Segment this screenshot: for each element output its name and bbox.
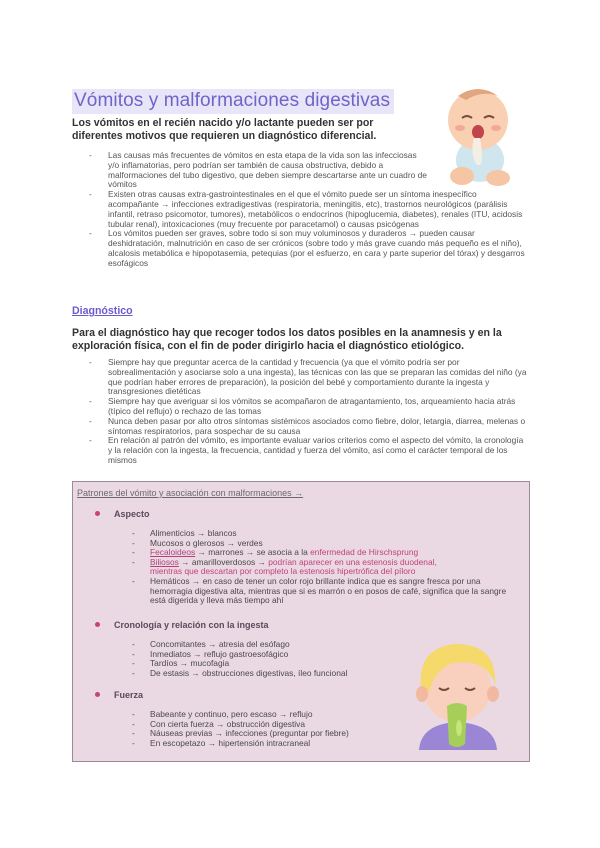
dash-icon: - [132,667,135,678]
aspecto-list [132,528,520,606]
baby-mouth [472,125,484,139]
section-heading: Cronología y relación con la ingesta [114,620,269,630]
list-item-text: Los vómitos pueden ser graves, sobre todo si son muy voluminosos y duraderos → pueden causar deshidratación, malnutrición en caso de ser crónicos (sobre todo y más grave cuando más pequeño es el niño), alcalosis metabólica e hipopotasemia, petequias (por el esfuerzo, en cara y parte superior del tórax) y desgarros esofágicos [108,228,525,268]
dash-icon: - [132,658,135,669]
list-item-text: Concomitantes → atresia del esófago [150,639,290,649]
page-title: Vómitos y malformaciones digestivas [72,89,394,114]
list-item-text: Mucosos o glerosos → verdes [150,537,263,548]
list-item [132,556,520,577]
dash-icon: - [132,709,135,719]
list-item [89,228,528,268]
bullet-icon [95,622,100,627]
list-item-text: Babeante y continuo, pero escaso → reflujo [150,709,313,719]
section-heading: Aspecto [114,509,150,519]
dash-icon: - [132,575,135,586]
dash-icon: - [89,150,92,160]
dash-icon: - [132,528,135,538]
bullet-icon [95,511,100,516]
dash-icon: - [132,728,135,739]
list-item [89,396,528,417]
list-item [132,575,520,606]
list-item-text: En escopetazo → hipertensión intracraneal [150,737,311,748]
dash-icon: - [89,228,92,239]
list-item-text: Siempre hay que preguntar acerca de la cantidad y frecuencia (ya que el vómito podría ser por sobrealimentación y asociarse solo a una ingesta), las técnicas con las que se preparan las comidas del niño (ya que podrían haber errores de preparación), la posición del bebé y comportamiento durante la ingesta y transgresiones dietéticas [108,357,527,397]
section-aspecto [95,509,150,519]
dash-icon: - [132,556,135,567]
biliosos-text: → amarilloverdosos → [178,556,269,567]
diagnosis-intro: Para el diagnóstico hay que recoger todos los datos posibles en la anamnesis y en la exploración física, con el fin de poder dirigirlo hacia el diagnóstico etiológico. [72,327,502,352]
box-title: Patrones del vómito y asociación con malformaciones → [77,488,304,498]
list-item [89,189,528,229]
patterns-box [72,481,530,762]
list-item-text: Las causas más frecuentes de vómitos en esta etapa de la vida son las infecciosas y/o inflamatorias, pero podrían ser también de causa obstructiva, debido a malformaciones del tubo digestivo, que deben siempre descartarse ante un cuadro de vómitos [108,150,427,190]
list-item [89,150,428,190]
list-item-text: En relación al patrón del vómito, es importante evaluar varios criterios como el aspecto del vómito, la cronología y la relación con la ingesta, la frecuencia, cantidad y fuerza del vómito, así como el carácter temporal de los mismos [108,435,524,465]
fecaloideos-link[interactable]: Fecaloideos [150,547,196,558]
dash-icon: - [132,648,135,659]
list-item-text: De estasis → obstrucciones digestivas, íleo funcional [150,667,348,678]
section-cronologia [95,620,269,630]
diagnosis-heading: Diagnóstico [72,305,133,317]
dash-icon: - [132,537,135,548]
list-item-text: Hemáticos → en caso de tener un color rojo brillante indica que es sangre fresca por una hemorragia digestiva alta, mientras que si es marrón o en posos de café, significa que la sangre está digerida y lleva más tiempo ahí [150,575,507,606]
list-item-text: Alimenticios → blancos [150,528,237,538]
section-fuerza [95,690,143,700]
dash-icon: - [132,639,135,649]
list-item-text: Siempre hay que averiguar si los vómitos se acompañaron de atragantamiento, tos, arqueamiento hacia atrás (típico del reflujo) o rechazo de las tomas [108,396,516,416]
kid-ear-left [416,686,428,702]
dash-icon: - [89,396,92,407]
bullet-icon [95,692,100,697]
dash-icon: - [89,415,92,426]
dash-icon: - [132,547,135,558]
list-item-text: Tardíos → mucofagia [150,658,230,669]
dash-icon: - [89,357,92,367]
list-item-text: Existen otras causas extra-gastrointestinales en el que el vómito puede ser un síntoma inespecífico acompañante → infecciones extradigestivas (respiratoria, meningitis, etc), trastornos neurológicos (parálisis infantil, retraso psicomotor, tumores), metabólicos o endocrinos (hipoglucemia, diabetes), renales (ITU, acidosis tubular renal), intoxicaciones (muy frecuente por paracetamol) o causas psicógenas [108,189,523,229]
causes-list [89,150,528,269]
fecal-text: → marrones → se asocia a la [195,547,311,558]
intro-text: Los vómitos en el recién nacido y/o lactante pueden ser por diferentes motivos que requieren un diagnóstico diferencial. [72,117,377,142]
dash-icon: - [132,718,135,729]
diagnosis-list [89,357,528,466]
section-heading: Fuerza [114,690,144,700]
list-item-text: Nunca deben pasar por alto otros síntomas sistémicos asociados como fiebre, dolor, letargia, diarrea, melenas o síntomas respiratorios, para sospechar de su causa [108,415,526,436]
kid-ear-right [487,686,499,702]
baby-cheek-right [491,125,501,131]
list-item [89,435,528,465]
list-item [89,415,528,437]
list-item-text: Inmediatos → reflujo gastroesofágico [150,648,289,659]
biliosos-link[interactable]: Biliosos [150,556,179,567]
estenosis-text: podrían aparecer en una estenosis duodenal, [268,556,437,567]
baby-cheek [455,125,465,131]
list-item [132,667,410,679]
list-item-text: Con cierta fuerza → obstrucción digestiva [150,718,306,729]
list-item-text: Náuseas previas → infecciones (preguntar por fiebre) [150,728,349,739]
hirschsprung-text: enfermedad de Hirschsprung [310,547,419,558]
cronologia-list [132,639,410,678]
vomiting-child-illustration [407,632,509,750]
dash-icon: - [89,189,92,200]
fuerza-list [132,709,410,748]
dash-icon: - [132,737,135,748]
piloro-text: mientras que descartan por completo la estenosis hipertrófica del píloro [150,566,416,577]
dash-icon: - [89,435,92,446]
title-wrap [72,89,394,114]
list-item [89,357,528,397]
list-item [132,737,410,749]
kid-vomit-drop [456,720,462,736]
